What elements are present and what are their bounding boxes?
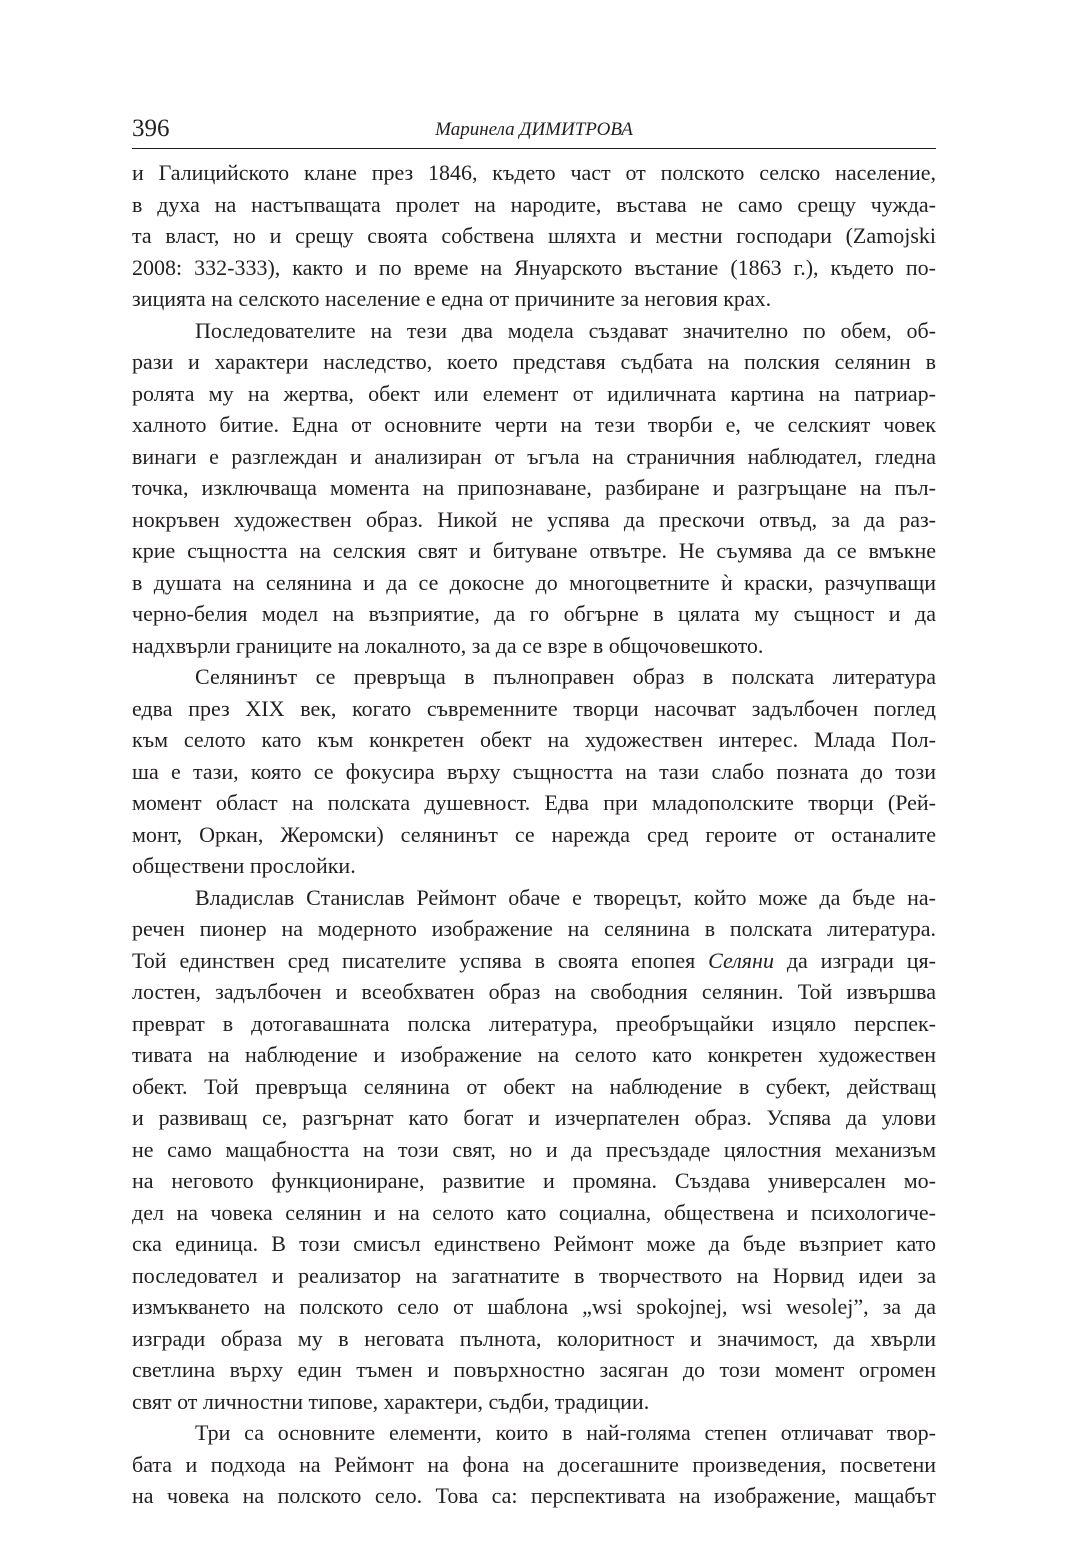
paragraph (132, 1417, 936, 1512)
text-line: на неговото функциониране, развитие и промяна. Създава универсален мо- (132, 1168, 936, 1193)
text-line: не само мащабността на този свят, но и да пресъздаде цялостния механизъм (132, 1136, 936, 1162)
text-line: монт, Оркан, Жеромски) селянинът се нарежда сред героите от останалите (132, 821, 936, 847)
text-line: Последователите на тези два модела създават значително по обем, об- (195, 317, 936, 343)
text-line: на човека на полското село. Това са: перспективата на изображение, мащабът (132, 1483, 936, 1508)
text-line: момент област на полската душевност. Едва при младополските творци (Рей- (132, 790, 936, 815)
text-line: ша е тази, която се фокусира върху същността на тази слабо позната до този (132, 758, 936, 784)
text-line: преврат в дотогавашната полска литература, преобръщайки изцяло перспек- (132, 1010, 936, 1036)
running-head: Маринела ДИМИТРОВА (435, 119, 633, 140)
text-line: свят от личностни типове, характери, съдби, традиции. (132, 1388, 650, 1414)
text-line: последовател и реализатор на загатнатите в творчеството на Норвид идеи за (132, 1262, 936, 1288)
text-line: 2008: 332-333), както и по време на Януарското въстание (1863 г.), където по- (132, 254, 936, 280)
text-line: речен пионер на модерното изображение на селянина в полската литература. (132, 916, 936, 941)
paragraph (132, 882, 936, 1418)
paragraph (132, 661, 936, 882)
text-line: ролята му на жертва, обект или елемент от идиличната картина на патриар- (132, 380, 936, 406)
text-line: бата и подхода на Реймонт на фона на досегашните произведения, посветени (132, 1451, 936, 1477)
text-line: винаги е разглеждан и анализиран от ъгъла на страничния наблюдател, гледна (132, 443, 936, 469)
text-line: дел на човека селянин и на селото като социална, обществена и психологиче- (132, 1199, 936, 1225)
text-line: крие същността на селския свят и битуване отвътре. Не съумява да се вмъкне (132, 538, 936, 563)
text-line: ска единица. В този смисъл единствено Реймонт може да бъде възприет като (132, 1231, 936, 1256)
text-line: и Галицийското клане през 1846, където част от полското селско население, (132, 160, 936, 185)
text-line: изгради образа му в неговата пълнота, колоритност и значимост, да хвърли (132, 1325, 936, 1351)
text-line: черно-белия модел на възприятие, да го обгърне в цялата му същност и да (132, 601, 936, 626)
text-line: точка, изключваща момента на припознаване, разбиране и разгръщане на пъл- (132, 475, 936, 500)
text-line: надхвърли границите на локалното, за да се взре в общочовешкото. (132, 632, 764, 658)
text-line: нокръвен художествен образ. Никой не успява да прескочи отвъд, за да раз- (132, 506, 936, 532)
text-line: Селянинът се превръща в пълноправен образ в полската литература (195, 664, 936, 689)
text-line: измъкването на полското село от шаблона „wsi spokojnej, wsi wesolej”, за да (132, 1294, 936, 1319)
text-line: халното битие. Една от основните черти на тези творби е, че селският човек (132, 412, 936, 437)
text-line: рази и характери наследство, което представя съдбата на полския селянин в (132, 349, 936, 374)
text-line: в душата на селянина и да се докосне до многоцветните ѝ краски, разчупващи (132, 569, 936, 595)
text-line: и развиващ се, разгърнат като богат и изчерпателен образ. Успява да улови (132, 1105, 936, 1130)
text-line: обект. Той превръща селянина от обект на наблюдение в субект, действащ (132, 1073, 936, 1099)
page-header (132, 112, 936, 149)
text-line: към селото като към конкретен обект на художествен интерес. Млада Пол- (132, 727, 936, 752)
text-line: обществени прослойки. (132, 853, 356, 878)
text-line: зицията на селското население е една от причините за неговия крах. (132, 286, 772, 311)
text-line: Три са основните елементи, които в най-голяма степен отличават твор- (195, 1420, 936, 1445)
page-number: 396 (132, 115, 170, 142)
body-text (132, 157, 936, 1512)
text-line: едва през XIX век, когато съвременните творци насочват задълбочен поглед (132, 695, 936, 721)
text-line: тивата на наблюдение и изображение на селото като конкретен художествен (132, 1042, 936, 1067)
text-line: в духа на настъпващата пролет на народите, въстава не само срещу чужда- (132, 191, 936, 217)
paragraph (132, 157, 936, 315)
text-fragment: Той единствен сред писателите успява в своята епопея (132, 947, 709, 973)
text-line: лостен, задълбочен и всеобхватен образ на свободния селянин. Той извършва (132, 979, 936, 1004)
text-line-with-title (132, 945, 936, 977)
text-line: Владислав Станислав Реймонт обаче е творецът, който може да бъде на- (195, 884, 936, 910)
text-line: светлина върху един тъмен и повърхностно засяган до този момент огромен (132, 1357, 936, 1382)
paragraph (132, 315, 936, 662)
text-line: та власт, но и срещу своята собствена шляхта и местни господари (Zamojski (132, 223, 936, 248)
book-title: Селяни (708, 947, 774, 973)
text-fragment: да изгради ця- (773, 947, 936, 973)
